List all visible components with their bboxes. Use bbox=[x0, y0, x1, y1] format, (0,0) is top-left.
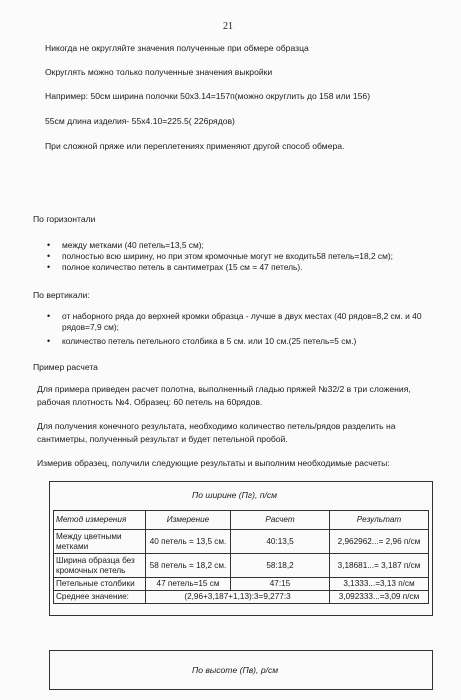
list-item bbox=[47, 311, 421, 333]
paragraph-line: Для примера приведен расчет полотна, выполненный гладью пряжей №32/2 в три сложения, bbox=[37, 384, 411, 394]
list-item: • полное количество петель в сантиметрах (15 см = 47 петель). bbox=[47, 262, 393, 273]
table-header: Результат bbox=[330, 511, 429, 530]
table-header: Расчет bbox=[231, 511, 330, 530]
horizontal-list bbox=[47, 240, 393, 274]
intro-line-2: Округлять можно только полученные значения выкройки bbox=[45, 67, 273, 77]
example-heading: Пример расчета bbox=[33, 362, 98, 372]
table-row bbox=[54, 554, 429, 578]
cell-line: кромочных петель bbox=[56, 565, 126, 575]
paragraph-line: Для получения конечного результата, необходимо количество петель/рядов разделить на bbox=[37, 421, 396, 431]
table-cell: 47 петель=15 см bbox=[146, 578, 231, 591]
cell-line: Между цветными bbox=[56, 531, 122, 541]
table-row bbox=[54, 578, 429, 591]
table-cell: 47:15 bbox=[231, 578, 330, 591]
intro-line-1: Никогда не округляйте значения полученные при обмере образца bbox=[45, 43, 309, 53]
list-item-line: количество петель петельного столбика в 5 см. или 10 см.(25 петель=5 см.) bbox=[62, 336, 357, 347]
table-cell bbox=[54, 530, 146, 554]
table-cell: Среднее значение: bbox=[54, 591, 146, 604]
table-cell: 2,962962...= 2,96 п/см bbox=[330, 530, 429, 554]
table-row bbox=[54, 530, 429, 554]
table-header: Метод измерения bbox=[54, 511, 146, 530]
paragraph-line: рабочая плотность №4. Образец: 60 петель на 60рядов. bbox=[37, 396, 263, 407]
table-cell bbox=[54, 554, 146, 578]
intro-line-5: При сложной пряже или переплетениях применяют другой способ обмера. bbox=[45, 141, 345, 151]
paragraph-line: сантиметры, полученный результат и будет петельной пробой. bbox=[37, 433, 288, 444]
vertical-heading: По вертикали: bbox=[33, 290, 90, 300]
table-cell: 3,18681...= 3,187 п/см bbox=[330, 554, 429, 578]
page-number: 21 bbox=[223, 21, 233, 32]
table-header: Измерение bbox=[146, 511, 231, 530]
height-table-title: По высоте (Пв), р/см bbox=[192, 665, 279, 675]
list-item-line: рядов=7,9 см); bbox=[62, 322, 120, 333]
vertical-list bbox=[47, 311, 421, 348]
table-cell: 40 петель = 13,5 см. bbox=[146, 530, 231, 554]
list-item bbox=[47, 336, 421, 347]
intro-line-4: 55см длина изделия- 55x4.10=225.5( 226рядов) bbox=[45, 116, 235, 126]
table-cell: 58:18,2 bbox=[231, 554, 330, 578]
table-row-average bbox=[54, 591, 429, 604]
cell-line: Ширина образца без bbox=[56, 555, 135, 565]
list-item: • полностью всю ширину, но при этом кромочные могут не входить58 петель=18,2 см); bbox=[47, 251, 393, 262]
table-cell: 58 петель = 18,2 см. bbox=[146, 554, 231, 578]
example-paragraph-2 bbox=[37, 420, 396, 445]
horizontal-heading: По горизонтали bbox=[33, 214, 96, 224]
example-paragraph-1 bbox=[37, 383, 411, 408]
list-item: • между метками (40 петель=13,5 см); bbox=[47, 240, 393, 251]
cell-line: метками bbox=[56, 541, 89, 551]
intro-line-3: Например: 50см ширина полочки 50x3.14=157п(можно округлить до 158 или 156) bbox=[45, 91, 371, 101]
table-cell: (2,96+3,187+1,13):3=9,277:3 bbox=[146, 591, 330, 604]
example-paragraph-3: Измерив образец, получили следующие результаты и выполним необходимые расчеты: bbox=[37, 458, 390, 468]
table-cell: 3,092333...=3,09 п/см bbox=[330, 591, 429, 604]
width-table-title: По ширине (Пг), п/см bbox=[192, 490, 278, 500]
width-table bbox=[53, 510, 429, 604]
table-cell: 40:13,5 bbox=[231, 530, 330, 554]
list-item-line: от наборного ряда до верхней кромки образца - лучше в двух местах (40 рядов=8,2 см. и 40 bbox=[62, 311, 422, 321]
table-cell: Петельные столбики bbox=[54, 578, 146, 591]
table-cell: 3,1333...=3,13 п/см bbox=[330, 578, 429, 591]
